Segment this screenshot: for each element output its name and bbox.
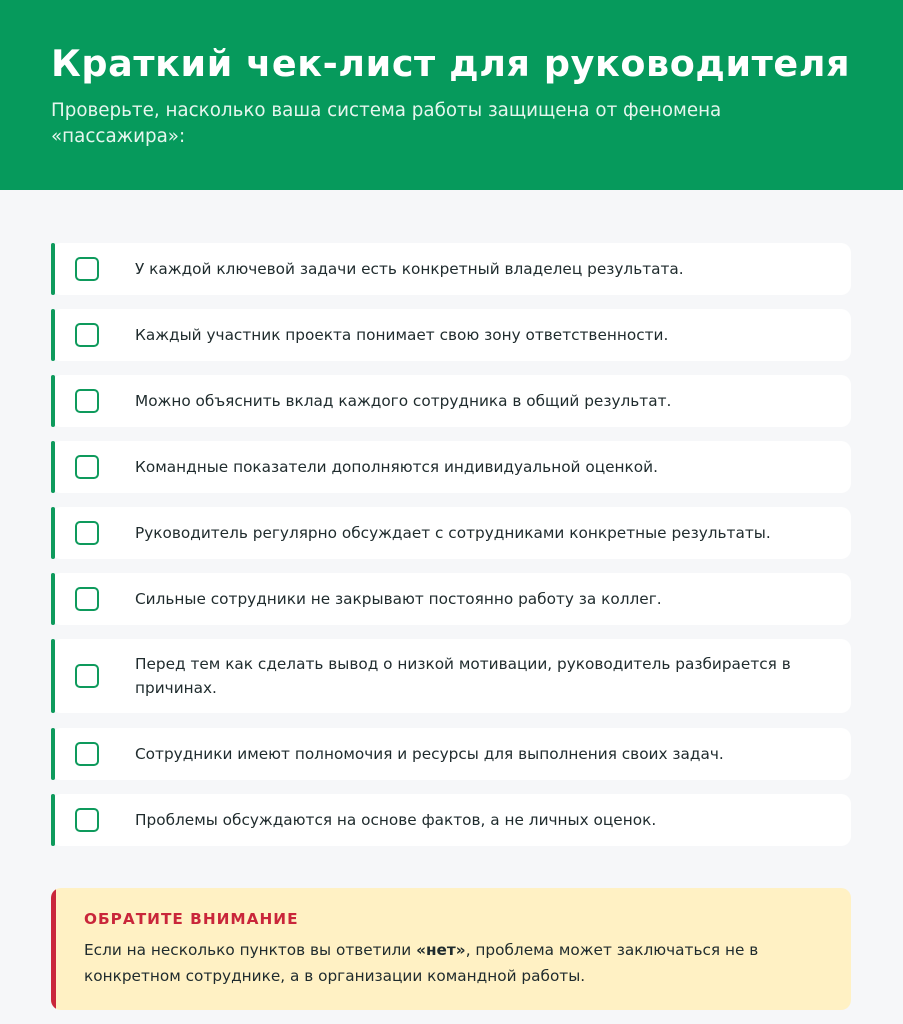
checkbox[interactable] <box>75 455 99 479</box>
checklist-item-label: Руководитель регулярно обсуждает с сотрудниками конкретные результаты. <box>135 524 771 542</box>
checkbox[interactable] <box>75 521 99 545</box>
checklist-item[interactable] <box>51 309 851 361</box>
checklist-item[interactable] <box>51 507 851 559</box>
checkbox[interactable] <box>75 664 99 688</box>
checkbox[interactable] <box>75 808 99 832</box>
header-banner <box>0 0 903 190</box>
checklist-item-label: Проблемы обсуждаются на основе фактов, а не личных оценок. <box>135 811 657 829</box>
note-body-emphasis: «нет» <box>416 941 466 959</box>
page-subtitle: Проверьте, насколько ваша система работы защищена от феномена «пассажира»: <box>51 100 722 147</box>
checklist-item-label: Можно объяснить вклад каждого сотрудника в общий результат. <box>135 392 672 410</box>
checklist-item[interactable] <box>51 441 851 493</box>
checklist-item[interactable] <box>51 794 851 846</box>
page-title: Краткий чек-лист для руководителя <box>51 42 851 85</box>
checklist-item[interactable] <box>51 375 851 427</box>
checklist-item-label: Сильные сотрудники не закрывают постоянно работу за коллег. <box>135 590 662 608</box>
checkbox[interactable] <box>75 257 99 281</box>
note-body <box>84 937 831 989</box>
checklist-item-label: Командные показатели дополняются индивидуальной оценкой. <box>135 458 658 476</box>
note-title: ОБРАТИТЕ ВНИМАНИЕ <box>84 910 299 928</box>
checklist-item-label: Сотрудники имеют полномочия и ресурсы для выполнения своих задач. <box>135 745 724 763</box>
checklist-item-label: Каждый участник проекта понимает свою зону ответственности. <box>135 326 669 344</box>
checklist-item[interactable] <box>51 639 851 713</box>
checklist-item[interactable] <box>51 243 851 295</box>
checkbox[interactable] <box>75 389 99 413</box>
attention-note <box>51 888 851 1010</box>
checklist-item-label: Перед тем как сделать вывод о низкой мотивации, руководитель разбирается в причинах. <box>135 655 791 697</box>
note-body-start: Если на несколько пунктов вы ответили <box>84 941 417 959</box>
checklist-item[interactable] <box>51 573 851 625</box>
checkbox[interactable] <box>75 587 99 611</box>
checkbox[interactable] <box>75 742 99 766</box>
checklist-item-label: У каждой ключевой задачи есть конкретный владелец результата. <box>135 260 684 278</box>
checklist-item[interactable] <box>51 728 851 780</box>
note-body-end: , проблема может заключаться не в конкретном сотруднике, а в организации командной работы. <box>84 941 759 985</box>
checkbox[interactable] <box>75 323 99 347</box>
